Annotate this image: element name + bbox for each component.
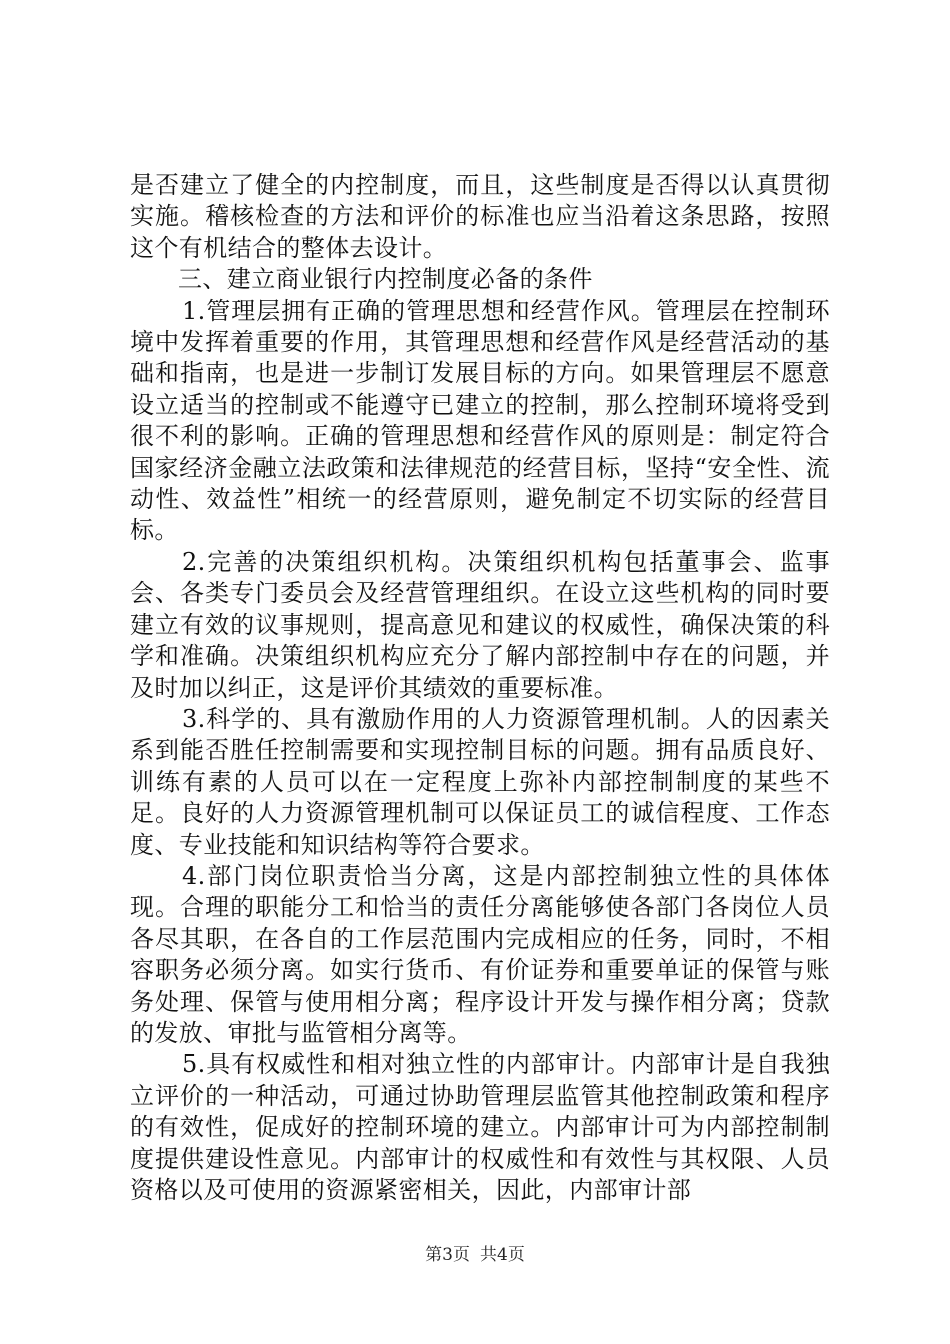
page-footer (0, 1244, 950, 1266)
document-body (130, 170, 830, 1206)
section-heading: 三、建立商业银行内控制度必备的条件 (178, 265, 593, 294)
paragraph-item-3: 3.科学的、具有激励作用的人力资源管理机制。人的因素关系到能否胜任控制需要和实现控制目标的问题。拥有品质良好、训练有素的人员可以在一定程度上弥补内部控制制度的某些不足。良好的人力资源管理机制可以保证员工的诚信程度、工作态度、专业技能和知识结构等符合要求。 (130, 704, 830, 859)
paragraph-item-2: 2.完善的决策组织机构。决策组织机构包括董事会、监事会、各类专门委员会及经营管理组织。在设立这些机构的同时要建立有效的议事规则，提高意见和建议的权威性，确保决策的科学和准确。决策组织机构应充分了解内部控制中存在的问题，并及时加以纠正，这是评价其绩效的重要标准。 (130, 547, 830, 702)
page-number: 第3页 (425, 1245, 470, 1265)
paragraph-item-1: 1.管理层拥有正确的管理思想和经营作风。管理层在控制环境中发挥着重要的作用，其管理思想和经营作风是经营活动的基础和指南，也是进一步制订发展目标的方向。如果管理层不愿意设立适当的控制或不能遵守已建立的控制，那么控制环境将受到很不利的影响。正确的管理思想和经营作风的原则是：制定符合国家经济金融立法政策和法律规范的经营目标，坚持“安全性、流动性、效益性”相统一的经营原则，避免制定不切实际的经营目标。 (130, 296, 830, 545)
paragraph-item-4: 4.部门岗位职责恰当分离，这是内部控制独立性的具体体现。合理的职能分工和恰当的责任分离能够使各部门各岗位人员各尽其职，在各自的工作层范围内完成相应的任务，同时，不相容职务必须分离。如实行货币、有价证券和重要单证的保管与账务处理、保管与使用相分离；程序设计开发与操作相分离；贷款的发放、审批与监管相分离等。 (130, 861, 830, 1047)
page-total: 共4页 (480, 1245, 525, 1265)
paragraph-item-5: 5.具有权威性和相对独立性的内部审计。内部审计是自我独立评价的一种活动，可通过协助管理层监管其他控制政策和程序的有效性，促成好的控制环境的建立。内部审计可为内部控制制度提供建设性意见。内部审计的权威性和有效性与其权限、人员资格以及可使用的资源紧密相关，因此，内部审计部 (130, 1050, 830, 1204)
paragraph-continuation: 是否建立了健全的内控制度，而且，这些制度是否得以认真贯彻实施。稽核检查的方法和评价的标准也应当沿着这条思路，按照这个有机结合的整体去设计。 (130, 171, 830, 262)
